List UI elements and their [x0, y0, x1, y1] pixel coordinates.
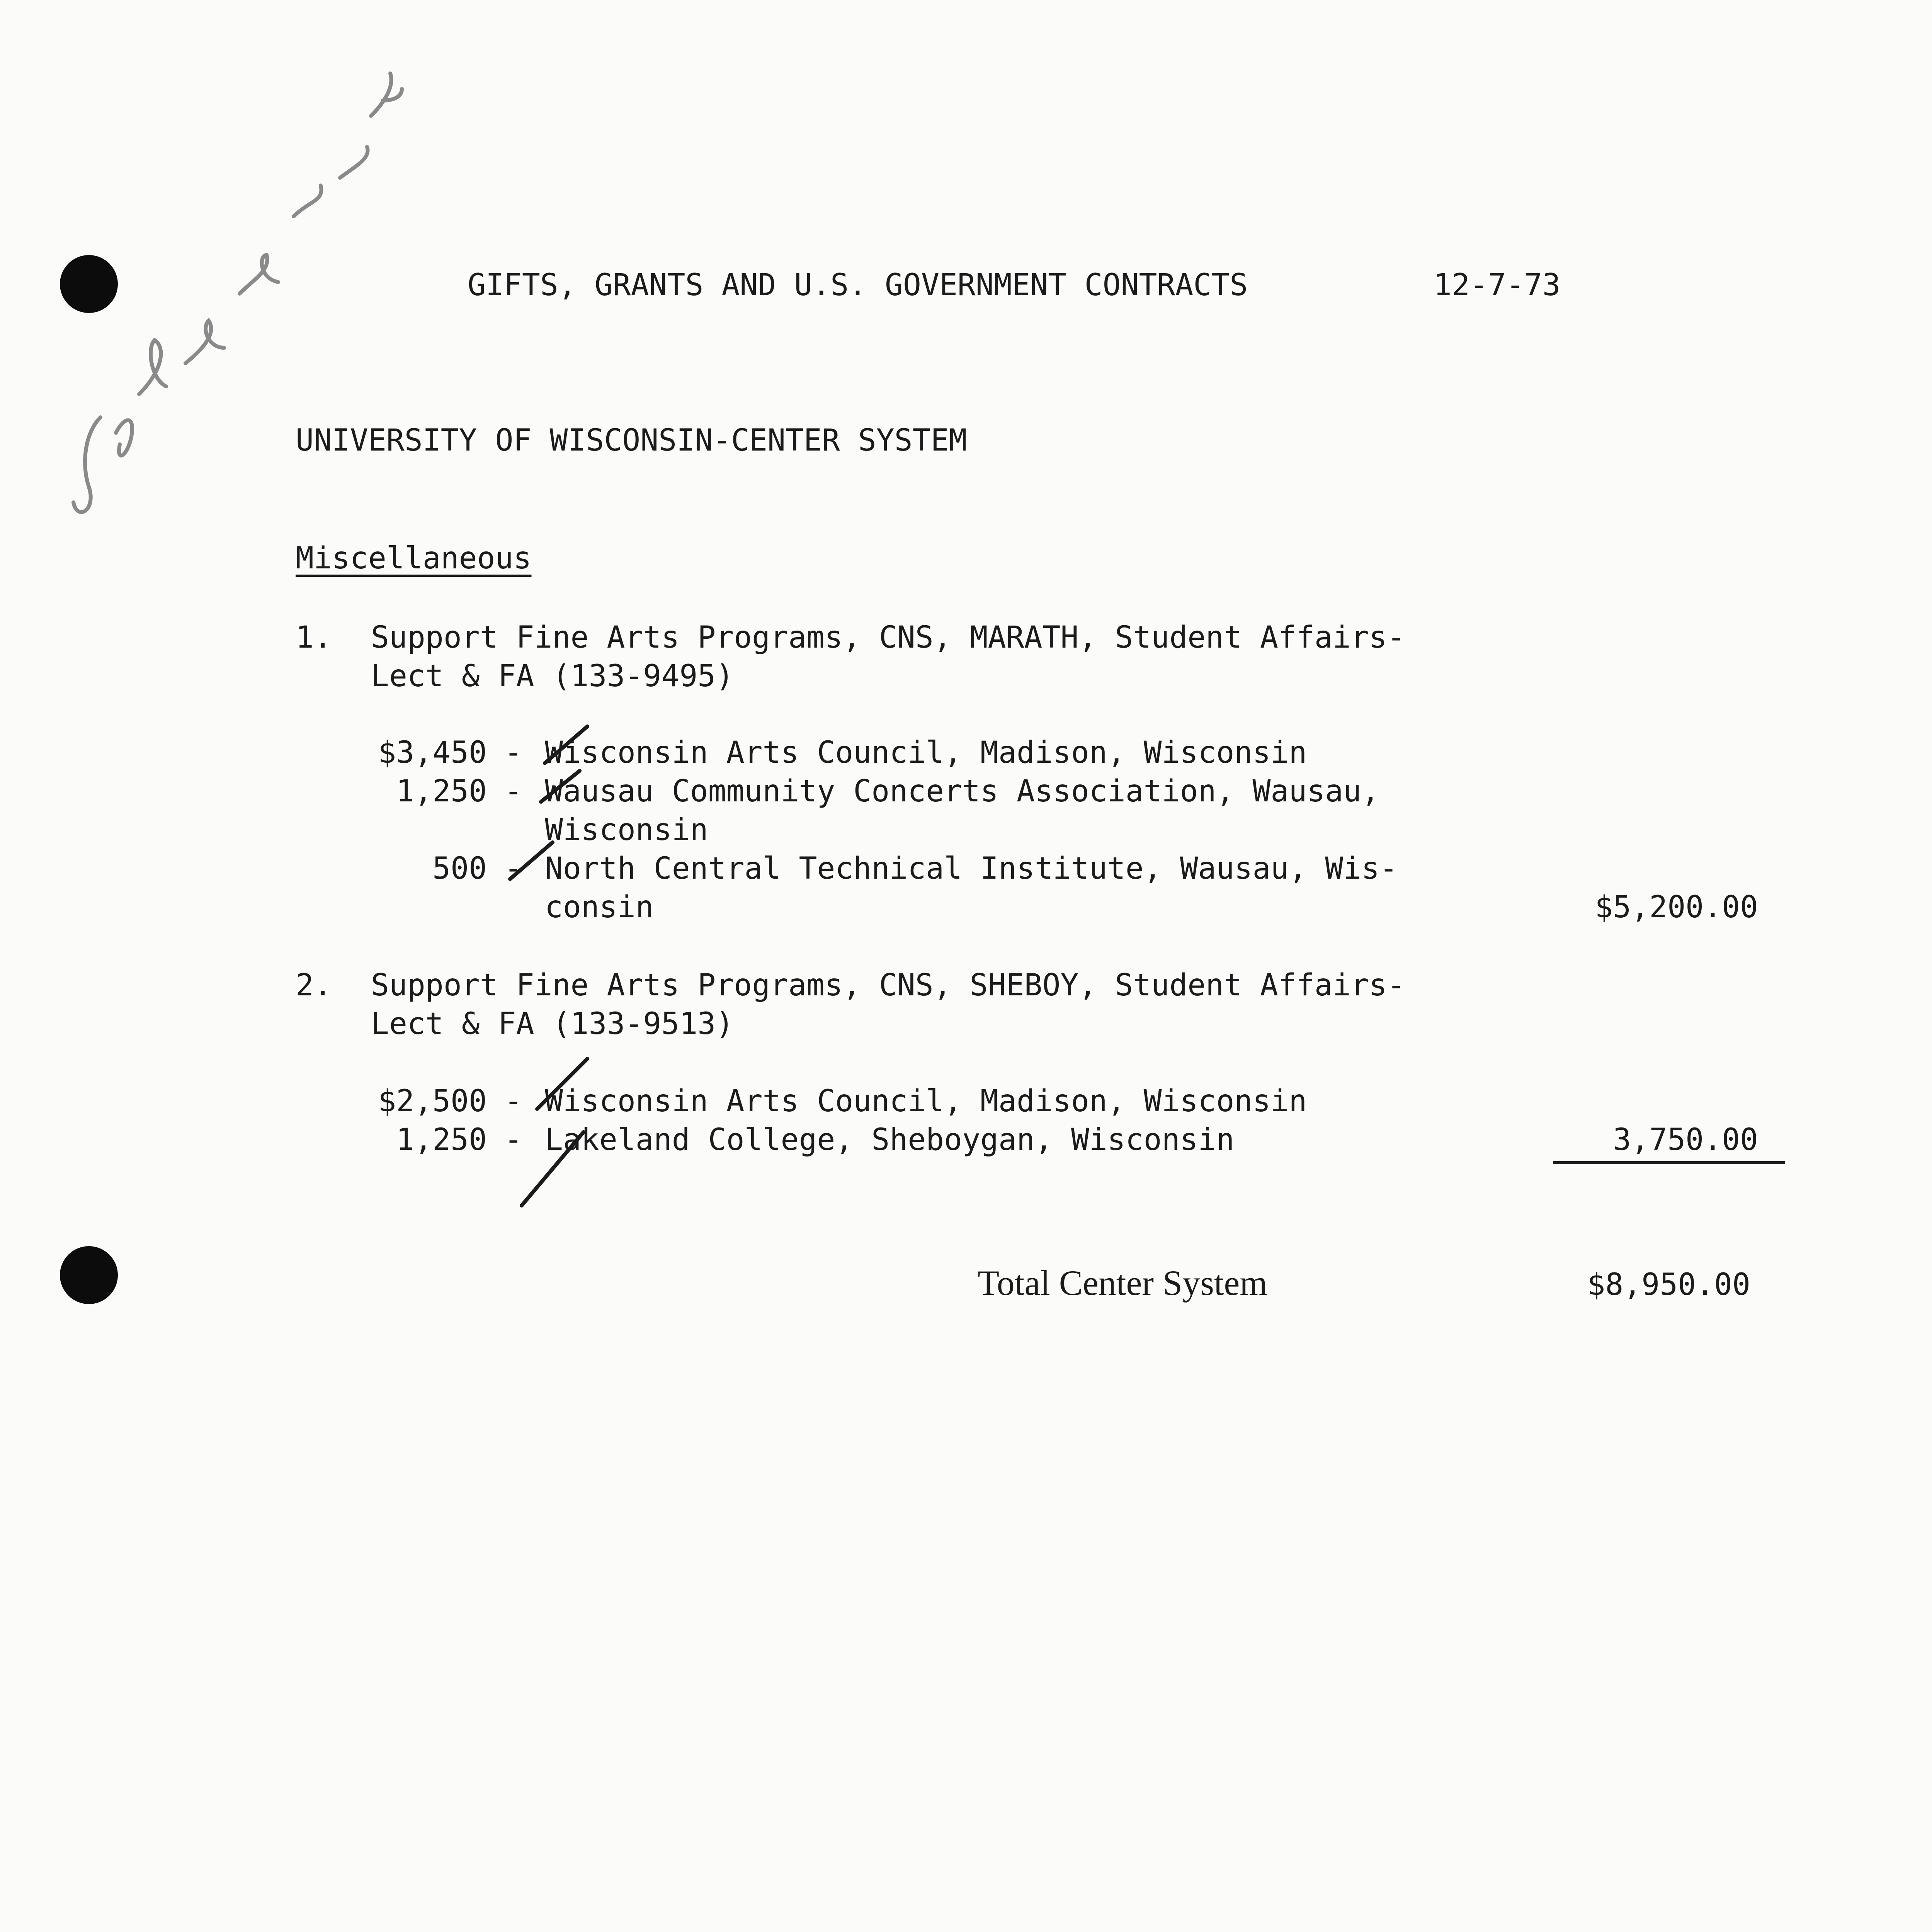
subtotal-rule	[1553, 1161, 1785, 1164]
section-heading: Miscellaneous	[296, 541, 532, 576]
source-amount: 1,250	[396, 774, 487, 809]
dash: -	[504, 735, 522, 770]
dash: -	[504, 851, 522, 886]
source-amount: 1,250	[396, 1122, 487, 1157]
source-amount: $2,500	[378, 1084, 487, 1119]
item-description: Support Fine Arts Programs, CNS, SHEBOY, Student Affairs-	[371, 968, 1405, 1003]
source-name: Wisconsin Arts Council, Madison, Wisconsin	[545, 1084, 1307, 1119]
source-amount: 500	[432, 851, 487, 886]
item-description: Support Fine Arts Programs, CNS, MARATH, Student Affairs-	[371, 620, 1405, 655]
source-name-continued: Wisconsin	[545, 813, 708, 847]
item-description: Lect & FA (133-9495)	[371, 659, 734, 694]
source-name: Wisconsin Arts Council, Madison, Wisconsin	[545, 735, 1307, 770]
dash: -	[504, 1084, 522, 1119]
dash: -	[504, 1122, 522, 1157]
total-amount: $8,950.00	[1587, 1267, 1750, 1302]
source-name: Wausau Community Concerts Association, Wausau,	[545, 774, 1380, 809]
item-subtotal: 3,750.00	[1613, 1122, 1758, 1157]
item-number: 2.	[296, 968, 332, 1003]
source-name-continued: consin	[545, 890, 654, 925]
item-subtotal: $5,200.00	[1595, 890, 1758, 925]
binder-hole-middle	[60, 1246, 118, 1304]
binder-hole-top	[60, 255, 118, 313]
source-name: Lakeland College, Sheboygan, Wisconsin	[545, 1122, 1235, 1157]
document-date: 12-7-73	[1434, 268, 1561, 303]
total-label: Total Center System	[978, 1263, 1267, 1303]
item-number: 1.	[296, 620, 332, 655]
source-amount: $3,450	[378, 735, 487, 770]
document-title: GIFTS, GRANTS AND U.S. GOVERNMENT CONTRACTS	[468, 268, 1248, 303]
item-description: Lect & FA (133-9513)	[371, 1007, 734, 1041]
institution-heading: UNIVERSITY OF WISCONSIN-CENTER SYSTEM	[296, 423, 967, 458]
dash: -	[504, 774, 522, 809]
source-name: North Central Technical Institute, Wausau, Wis-	[545, 851, 1398, 886]
